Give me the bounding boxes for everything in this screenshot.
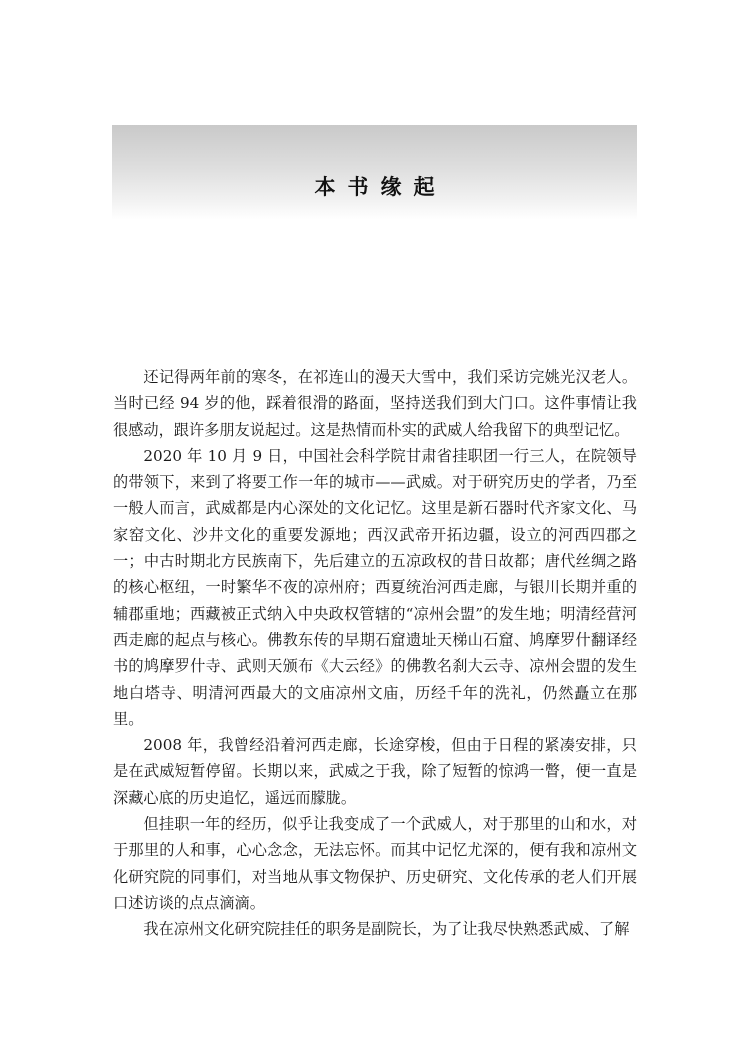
paragraph: 但挂职一年的经历，似乎让我变成了一个武威人，对于那里的山和水，对于那里的人和事，心心念念，无法忘怀。而其中记忆尤深的，便有我和凉州文化研究院的同事们，对当地从事文物保护、历史研究、文化传承的老人们开展口述访谈的点点滴滴。 bbox=[113, 815, 637, 912]
chapter-title-band bbox=[112, 125, 637, 220]
chapter-title: 本书缘起 bbox=[314, 175, 447, 199]
paragraph: 还记得两年前的寒冬，在祁连山的漫天大雪中，我们采访完姚光汉老人。当时已经 94 岁的他，踩着很滑的路面，坚持送我们到大门口。这件事情让我很感动，跟许多朋友说起过。这是热情而朴实的武威人给我留下的典型记忆。 bbox=[113, 368, 637, 439]
paragraph: 我在凉州文化研究院挂任的职务是副院长，为了让我尽快熟悉武威、了解 bbox=[143, 920, 630, 939]
body-text bbox=[113, 364, 637, 943]
paragraph: 2008 年，我曾经沿着河西走廊，长途穿梭，但由于日程的紧凑安排，只是在武威短暂停留。长期以来，武威之于我，除了短暂的惊鸿一瞥，便一直是深藏心底的历史追忆，遥远而朦胧。 bbox=[113, 736, 637, 807]
paragraph: 2020 年 10 月 9 日，中国社会科学院甘肃省挂职团一行三人，在院领导的带领下，来到了将要工作一年的城市——武威。对于研究历史的学者，乃至一般人而言，武威都是内心深处的文化记忆。这里是新石器时代齐家文化、马家窑文化、沙井文化的重要发源地；西汉武帝开拓边疆，设立的河西四郡之一；中古时期北方民族南下，先后建立的五凉政权的昔日故都；唐代丝绸之路的核心枢纽，一时繁华不夜的凉州府；西夏统治河西走廊，与银川长期并重的辅郡重地；西藏被正式纳入中央政权管辖的“凉州会盟”的发生地；明清经营河西走廊的起点与核心。佛教东传的早期石窟遗址天梯山石窟、鸠摩罗什翻译经书的鸠摩罗什寺、武则天颁布《大云经》的佛教名刹大云寺、凉州会盟的发生地白塔寺、明清河西最大的文庙凉州文庙，历经千年的洗礼，仍然矗立在那里。 bbox=[113, 446, 637, 728]
